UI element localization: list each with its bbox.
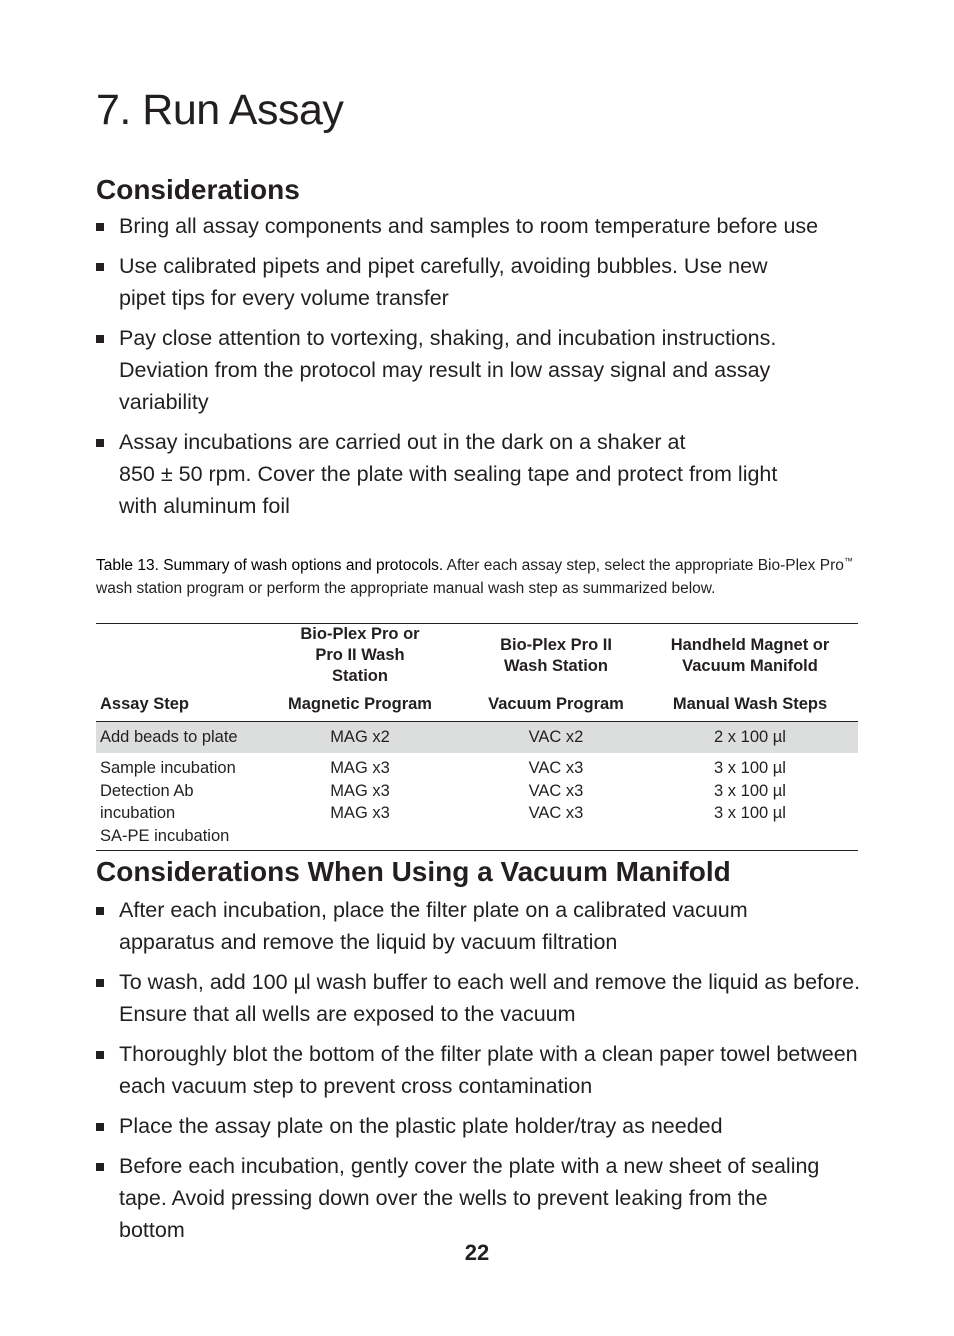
table-group-header: Bio-Plex Pro or Pro II Wash Station [250, 624, 470, 688]
table-caption-title: Table 13. Summary of wash options and protocols. [96, 557, 444, 575]
bullet-square-icon [96, 979, 104, 987]
list-item [96, 1110, 858, 1142]
bullet-text: Thoroughly blot the bottom of the filter plate with a clean paper towel between each vacuum step to prevent cross contamination [119, 1042, 858, 1098]
considerations-list [96, 210, 858, 530]
bullet-text: Assay incubations are carried out in the dark on a shaker at [119, 430, 686, 454]
table-column-header: Assay Step [96, 687, 250, 722]
table-cell: VAC x2 [470, 722, 642, 754]
table-cell-line: 3 x 100 µl [714, 759, 786, 777]
bullet-square-icon [96, 907, 104, 915]
bullet-square-icon [96, 1163, 104, 1171]
bullet-square-icon [96, 439, 104, 447]
table-cell-line: Detection Ab incubation [100, 781, 194, 822]
table-cell-line: VAC x3 [528, 781, 584, 800]
table-cell-line: MAG x3 [330, 804, 390, 822]
bullet-text: . Cover the plate with sealing tape and protect from light with aluminum foil [119, 462, 778, 518]
table-caption-text: After each assay step, select the appropriate Bio-Plex Pro [443, 557, 844, 575]
bullet-square-icon [96, 1051, 104, 1059]
bullet-square-icon [96, 263, 104, 271]
table-cell-line: 3 x 100 µl [714, 781, 786, 800]
table-row [96, 753, 858, 851]
table-cell [642, 753, 858, 851]
table-group-header: Handheld Magnet or Vacuum Manifold [642, 624, 858, 688]
table-cell: 2 x 100 µl [642, 722, 858, 754]
page-number: 22 [464, 1240, 490, 1265]
table-cell-line: Sample incubation [100, 759, 236, 777]
bullet-text: Place the assay plate on the plastic plate holder/tray as needed [119, 1114, 723, 1138]
bullet-text: Before each incubation, gently cover the plate with a new sheet of sealing tape. Avoid pressing down over the wells to prevent leaking from the bottom [119, 1154, 820, 1242]
page-title: 7. Run Assay [96, 86, 344, 134]
list-item [96, 322, 809, 418]
bullet-square-icon [96, 335, 104, 343]
bullet-text: Use calibrated pipets and pipet carefully, avoiding bubbles. Use new pipet tips for every volume transfer [119, 254, 768, 310]
table-group-header: Bio-Plex Pro II Wash Station [470, 624, 642, 688]
table-row [96, 722, 858, 754]
list-item [96, 966, 869, 1030]
table-caption-text: wash station program or perform the appropriate manual wash step as summarized below. [96, 579, 716, 597]
table-cell-line: VAC x3 [528, 804, 584, 822]
bullet-text: To wash, add 100 µl wash buffer to each well and remove the liquid as before. Ensure that all wells are exposed to the vacuum [119, 970, 861, 1026]
considerations-heading: Considerations [96, 174, 300, 205]
list-item [96, 1038, 859, 1102]
list-item [96, 426, 819, 522]
table-column-header: Manual Wash Steps [642, 687, 858, 722]
table-cell: MAG x2 [250, 722, 470, 754]
table-cell [96, 753, 250, 851]
table-cell [470, 753, 642, 851]
table-caption [96, 550, 858, 600]
table-column-header: Magnetic Program [250, 687, 470, 722]
bullet-square-icon [96, 223, 104, 231]
list-item [96, 250, 819, 314]
wash-options-table [96, 623, 858, 851]
vacuum-manifold-list [96, 894, 861, 1254]
table-cell-line: SA-PE incubation [100, 826, 230, 845]
table-header-empty [96, 624, 250, 688]
vacuum-manifold-heading: Considerations When Using a Vacuum Manifold [96, 856, 731, 887]
list-item [96, 894, 819, 958]
list-item [96, 210, 858, 242]
table-cell-line: MAG x3 [330, 759, 390, 777]
table-cell: Add beads to plate [96, 722, 250, 754]
bullet-text: Bring all assay components and samples to room temperature before use [119, 214, 819, 238]
table-cell-line: VAC x3 [528, 759, 584, 777]
bullet-text: Pay close attention to vortexing, shaking, and incubation instructions. Deviation from the protocol may result in low assay signal and assay variability [119, 326, 777, 414]
shaker-speed: 850 ± 50 rpm [119, 462, 246, 486]
bullet-square-icon [96, 1123, 104, 1131]
trademark-symbol: ™ [843, 556, 853, 566]
table-cell-line: 3 x 100 µl [714, 804, 786, 822]
table-cell-line: MAG x3 [330, 781, 390, 800]
table-column-header: Vacuum Program [470, 687, 642, 722]
table-cell [250, 753, 470, 851]
bullet-text: After each incubation, place the filter plate on a calibrated vacuum apparatus and remove the liquid by vacuum filtration [119, 898, 748, 954]
list-item [96, 1150, 834, 1246]
